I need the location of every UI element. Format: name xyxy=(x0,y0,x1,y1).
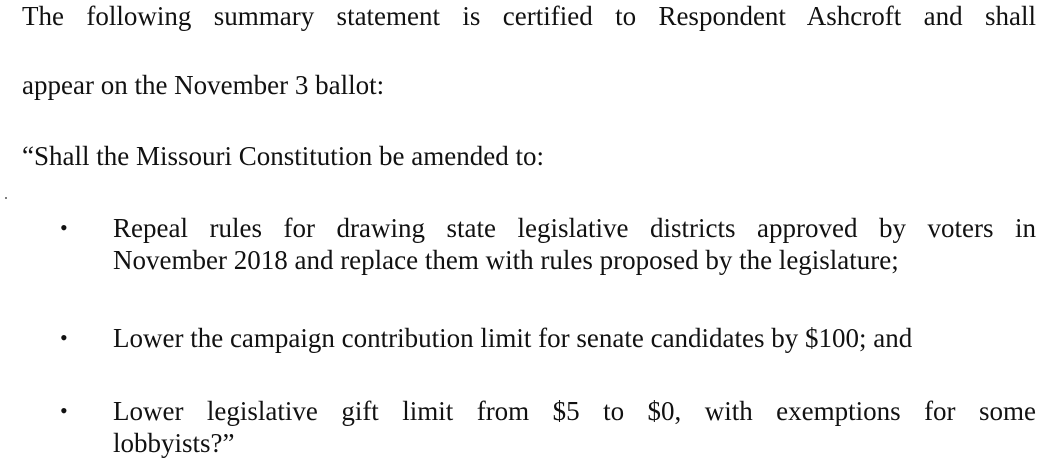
bullet-line: Lower the campaign contribution limit for senate candidates by $100; and xyxy=(113,323,913,353)
bullet-marker: • xyxy=(60,215,68,240)
bullet-line: Lower legislative gift limit from $5 to $0, with exemptions for some xyxy=(113,396,1036,426)
bullet-text xyxy=(113,322,1036,354)
ballot-question-intro: “Shall the Missouri Constitution be amended to: xyxy=(22,141,544,171)
paragraph-line-2: appear on the November 3 ballot: xyxy=(22,70,385,100)
bullet-line: November 2018 and replace them with rules proposed by the legislature; xyxy=(113,245,899,275)
bullet-text xyxy=(113,212,1036,276)
bullet-item-redistricting xyxy=(60,212,1036,276)
bullet-item-contribution-limit xyxy=(60,322,1036,354)
bullet-text xyxy=(113,395,1036,459)
bullet-line: lobbyists?” xyxy=(113,428,235,458)
bullet-marker: • xyxy=(60,398,68,423)
bullet-marker: • xyxy=(60,325,68,350)
bullet-line: Repeal rules for drawing state legislative districts approved by voters in xyxy=(113,213,1036,243)
scan-speck xyxy=(5,197,7,199)
bullet-item-gift-limit xyxy=(60,395,1036,459)
paragraph-line-1: The following summary statement is certified to Respondent Ashcroft and shall xyxy=(22,1,1036,31)
